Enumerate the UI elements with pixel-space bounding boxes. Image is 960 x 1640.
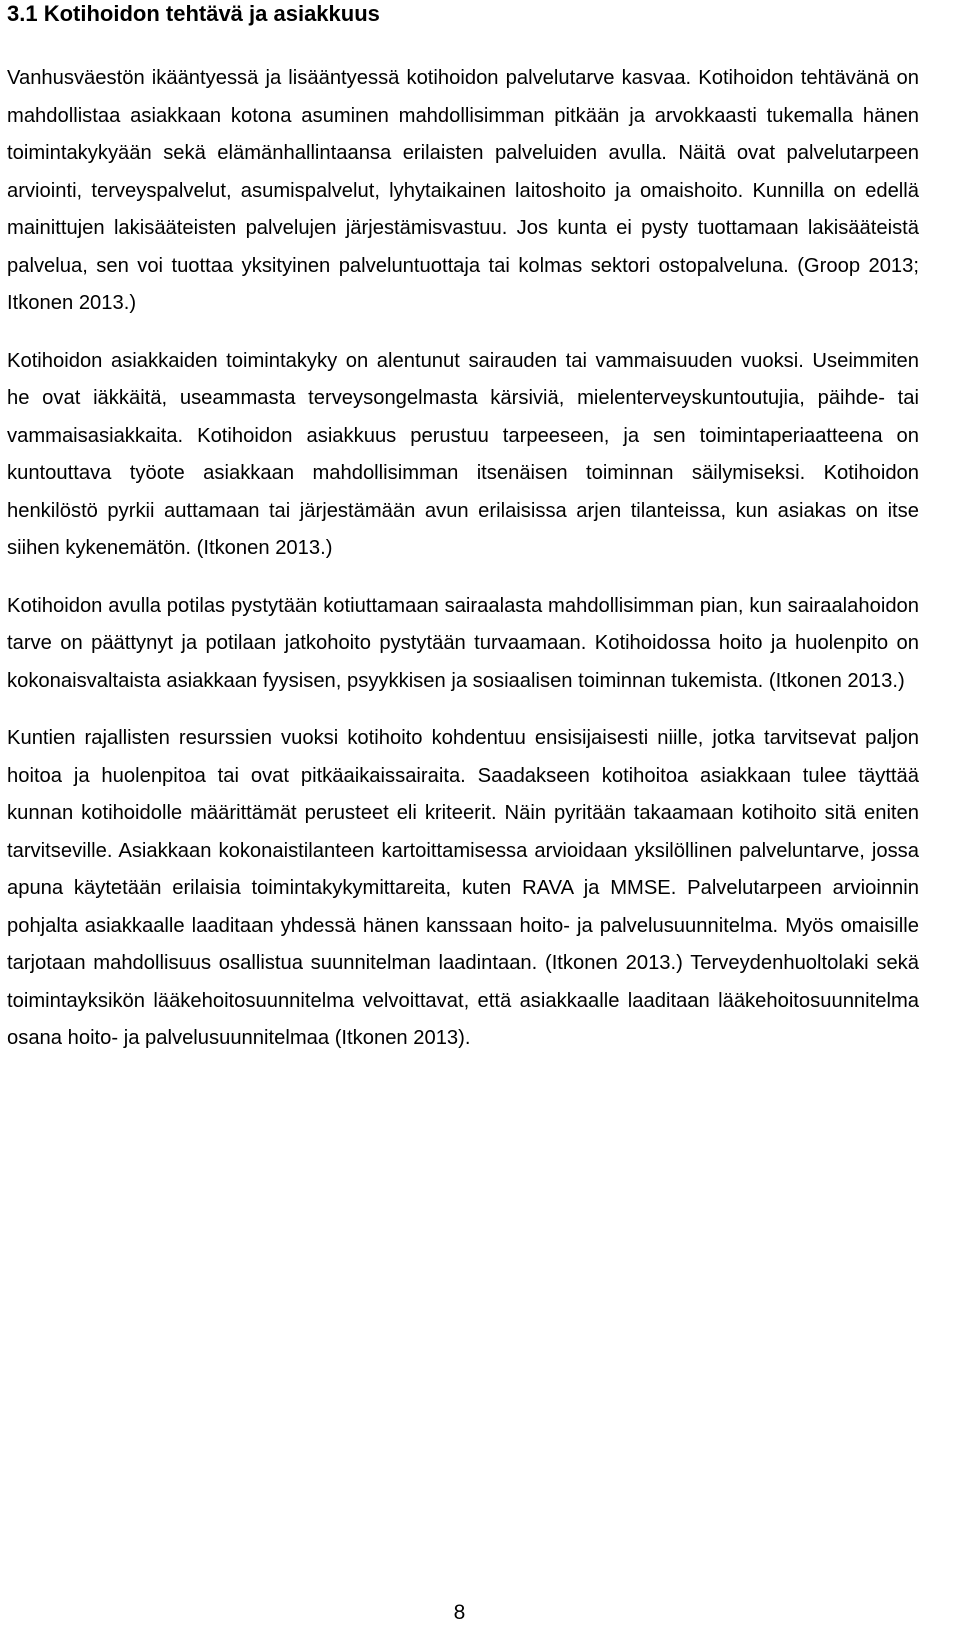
paragraph-1: Vanhusväestön ikääntyessä ja lisääntyessä kotihoidon palvelutarve kasvaa. Kotihoidon tehtävänä on mahdollistaa asiakkaan kotona asuminen mahdollisimman pitkään ja arvokkaasti tukemalla hänen toimintakykyään sekä elämänhallintaansa erilaisten palveluiden avulla. Näitä ovat palvelutarpeen arviointi, terveyspalvelut, asumispalvelut, lyhytaikainen laitoshoito ja omaishoito. Kunnilla on edellä mainittujen lakisääteisten palvelujen järjestämisvastuu. Jos kunta ei pysty tuottamaan lakisääteistä palvelua, sen voi tuottaa yksityinen palveluntuottaja tai kolmas sektori ostopalveluna. (Groop 2013; Itkonen 2013.) <box>7 67 919 314</box>
paragraph-4: Kuntien rajallisten resurssien vuoksi kotihoito kohdentuu ensisijaisesti niille, jotka tarvitsevat paljon hoitoa ja huolenpitoa tai ovat pitkäaikaissairaita. Saadakseen kotihoitoa asiakkaan tulee täyttää kunnan kotihoidolle määrittämät perusteet eli kriteerit. Näin pyritään takaamaan kotihoito sitä eniten tarvitseville. Asiakkaan kokonaistilanteen kartoittamisessa arvioidaan yksilöllinen palveluntarve, jossa apuna käytetään erilaisia toimintakykymittareita, kuten RAVA ja MMSE. Palvelutarpeen arvioinnin pohjalta asiakkaalle laaditaan yhdessä hänen kanssaan hoito- ja palvelusuunnitelma. Myös omaisille tarjotaan mahdollisuus osallistua suunnitelman laadintaan. (Itkonen 2013.) Terveydenhuoltolaki sekä toimintayksikön lääkehoitosuunnitelma velvoittavat, että asiakkaalle laaditaan lääkehoitosuunnitelma osana hoito- ja palvelusuunnitelmaa (Itkonen 2013). <box>7 727 919 1049</box>
paragraph-3: Kotihoidon avulla potilas pystytään kotiuttamaan sairaalasta mahdollisimman pian, kun sairaalahoidon tarve on päättynyt ja potilaan jatkohoito pystytään turvaamaan. Kotihoidossa hoito ja huolenpito on kokonaisvaltaista asiakkaan fyysisen, psyykkisen ja sosiaalisen toiminnan tukemista. (Itkonen 2013.) <box>7 594 919 692</box>
section-heading: 3.1 Kotihoidon tehtävä ja asiakkuus <box>7 1 380 26</box>
paragraph-2: Kotihoidon asiakkaiden toimintakyky on alentunut sairauden tai vammaisuuden vuoksi. Useimmiten he ovat iäkkäitä, useammasta terveysongelmasta kärsiviä, mielenterveyskuntoutujia, päihde- tai vammaisasiakkaita. Kotihoidon asiakkuus perustuu tarpeeseen, ja sen toimintaperiaatteena on kuntouttava työote asiakkaan mahdollisimman itsenäisen toiminnan säilymiseksi. Kotihoidon henkilöstö pyrkii auttamaan tai järjestämään avun erilaisissa arjen tilanteissa, kun asiakas on itse siihen kykenemätön. (Itkonen 2013.) <box>7 349 919 559</box>
page-number: 8 <box>453 1601 466 1624</box>
document-page <box>7 0 919 1058</box>
